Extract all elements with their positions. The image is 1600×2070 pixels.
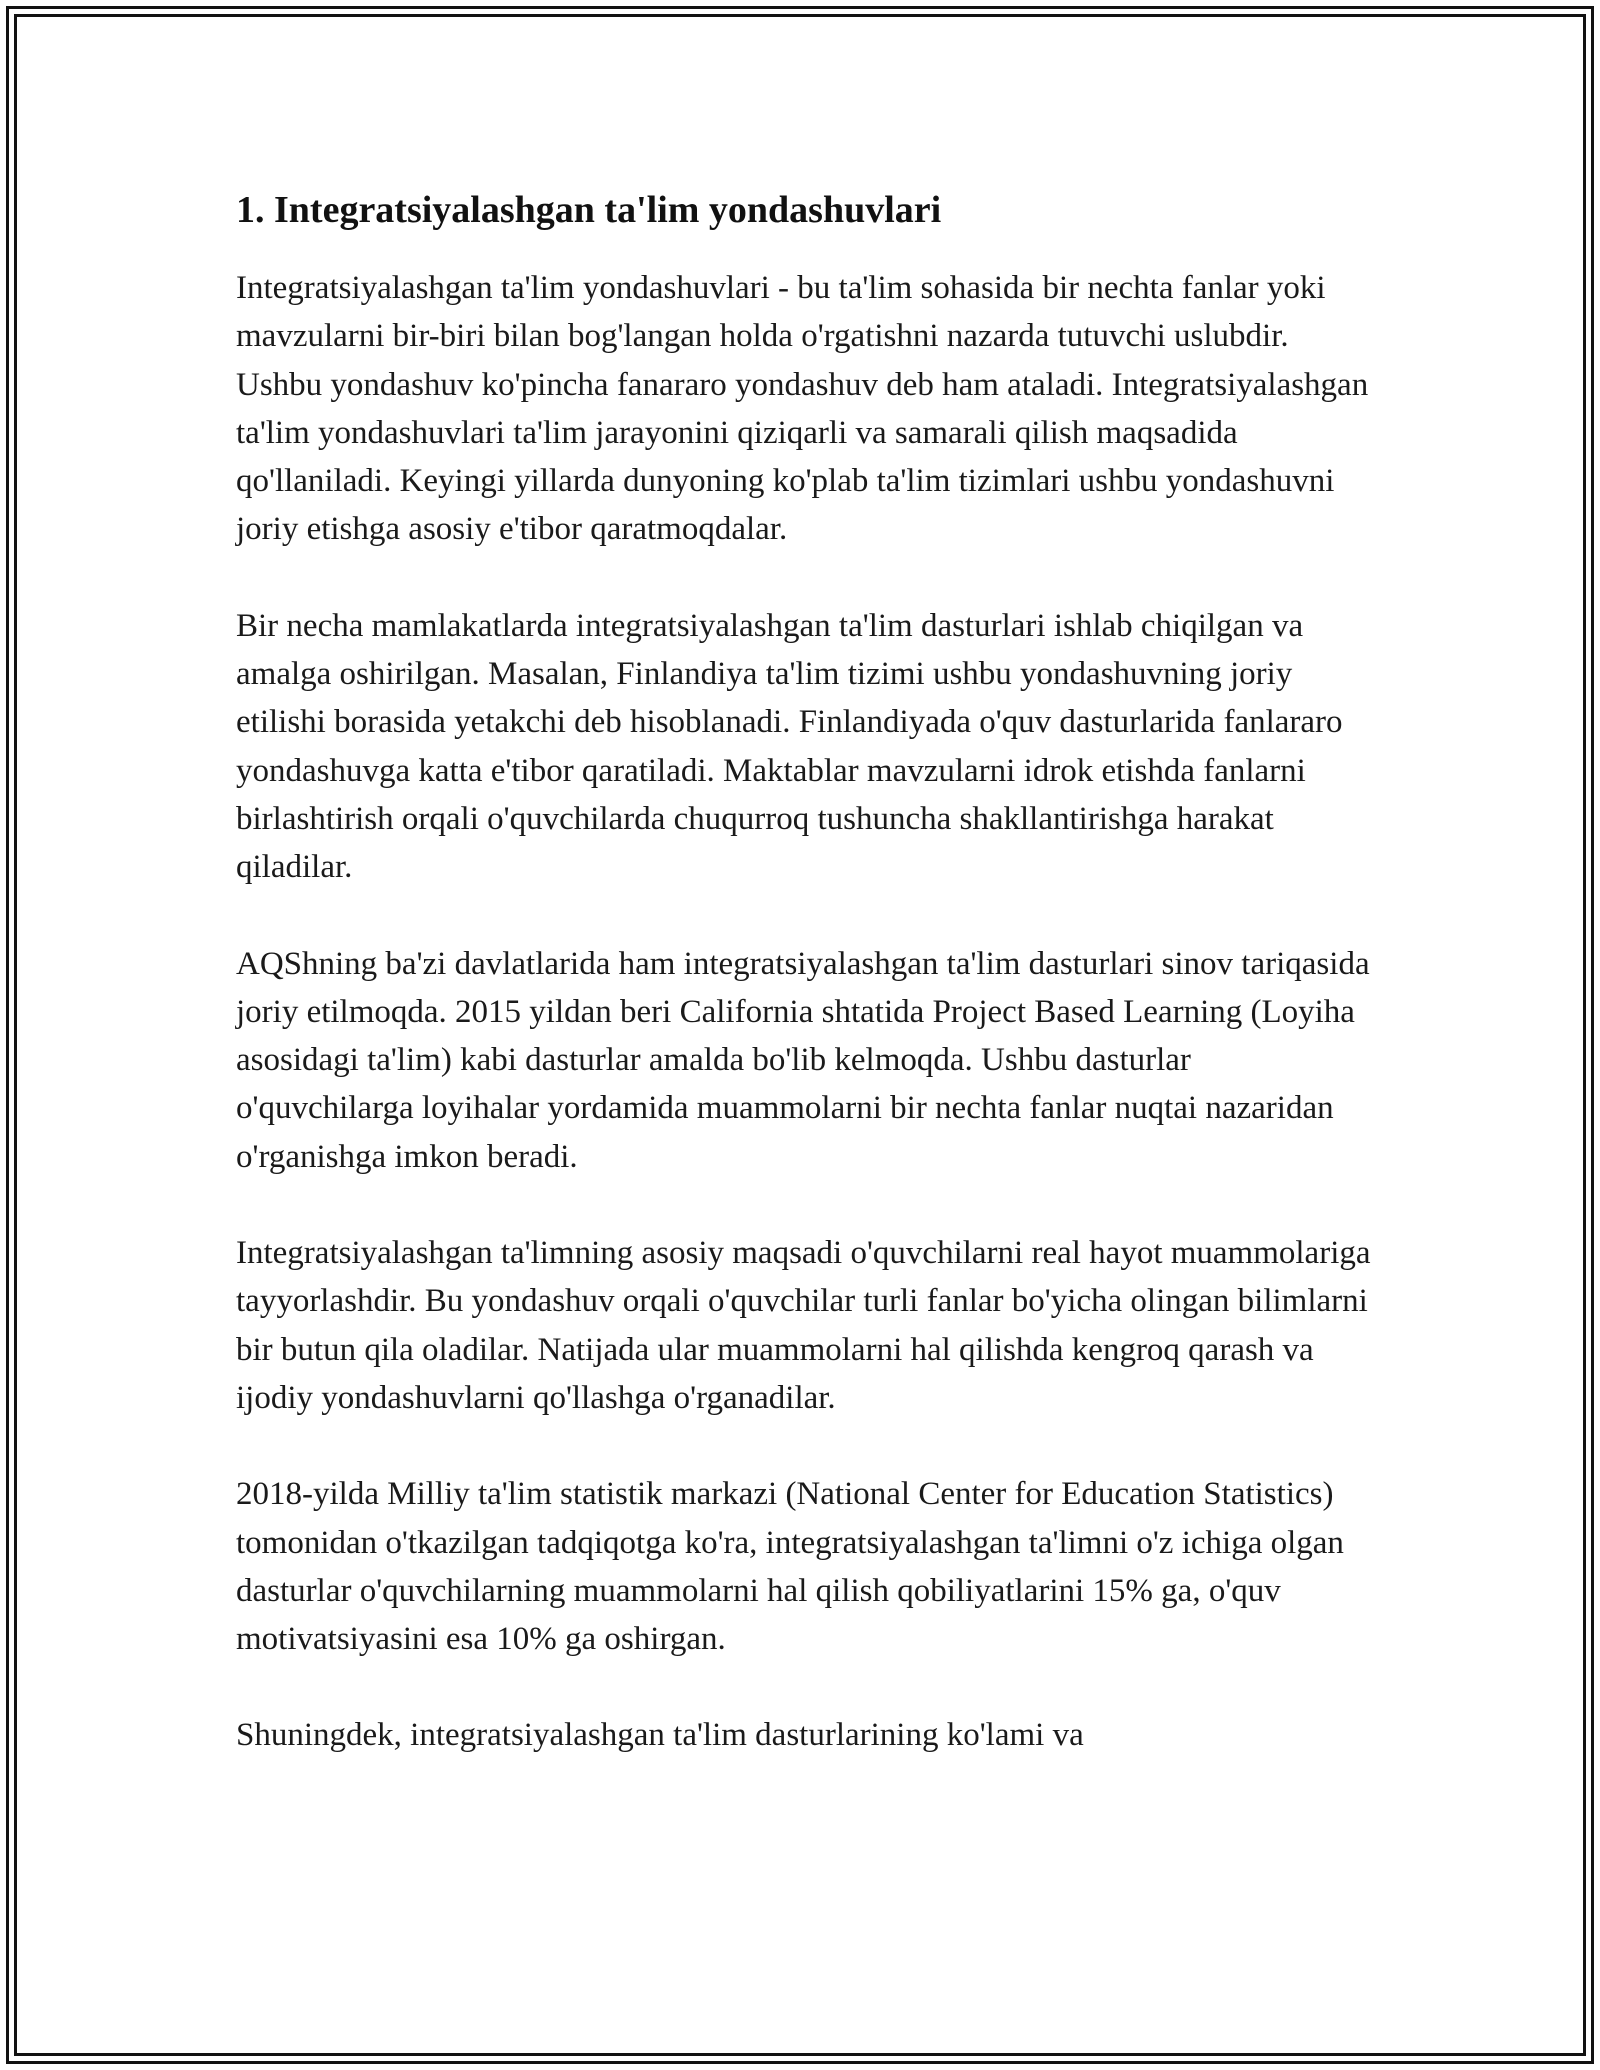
paragraph-usa: AQShning ba'zi davlatlarida ham integratsiyalashgan ta'lim dasturlari sinov tariqasida joriy etilmoqda. 2015 yildan beri California shtatida Project Based Learning (Loyiha asosidagi ta'lim) kabi dasturlar amalda bo'lib kelmoqda. Ushbu dasturlar o'quvchilarga loyihalar yordamida muammolarni bir nechta fanlar nuqtai nazaridan o'rganishga imkon beradi. [236,945,1370,1175]
paragraph-continuation: Shuningdek, integratsiyalashgan ta'lim dasturlarining ko'lami va [236,1717,1084,1754]
paragraph-finland: Bir necha mamlakatlarda integratsiyalashgan ta'lim dasturlari ishlab chiqilgan va amalga oshirilgan. Masalan, Finlandiya ta'lim tizimi ushbu yondashuvning joriy etilishi borasida yetakchi deb hisoblanadi. Finlandiyada o'quv dasturlarida fanlararo yondashuvga katta e'tibor qaratiladi. Maktablar mavzularni idrok etishda fanlarni birlashtirish orqali o'quvchilarda chuqurroq tushuncha shakllantirishga harakat qiladilar. [236,607,1343,886]
paragraph-main-goal: Integratsiyalashgan ta'limning asosiy maqsadi o'quvchilarni real hayot muammolariga tayyorlashdir. Bu yondashuv orqali o'quvchilar turli fanlar bo'yicha olingan bilimlarni bir butun qila oladilar. Natijada ular muammolarni hal qilishda kengroq qarash va ijodiy yondashuvlarni qo'llashga o'rganadilar. [236,1235,1371,1416]
paragraph-statistics: 2018-yilda Milliy ta'lim statistik markazi (National Center for Education Statistics) tomonidan o'tkazilgan tadqiqotga ko'ra, integratsiyalashgan ta'limni o'z ichiga olgan dasturlar o'quvchilarning muammolarni hal qilish qobiliyatlarini 15% ga, o'quv motivatsiyasini esa 10% ga oshirgan. [236,1476,1344,1658]
paragraph-introduction: Integratsiyalashgan ta'lim yondashuvlari - bu ta'lim sohasida bir nechta fanlar yoki mavzularni bir-biri bilan bog'langan holda o'rgatishni nazarda tutuvchi uslubdir. Ushbu yondashuv ko'pincha fanararo yondashuv deb ham ataladi. Integratsiyalashgan ta'lim yondashuvlari ta'lim jarayonini qiziqarli va samarali qilish maqsadida qo'llaniladi. Keyingi yillarda dunyoning ko'plab ta'lim tizimlari ushbu yondashuvni joriy etishga asosiy e'tibor qaratmoqdalar. [236,270,1369,548]
section-heading: 1. Integratsiyalashgan ta'lim yondashuvlari [236,189,942,231]
document-body [236,186,1376,1808]
